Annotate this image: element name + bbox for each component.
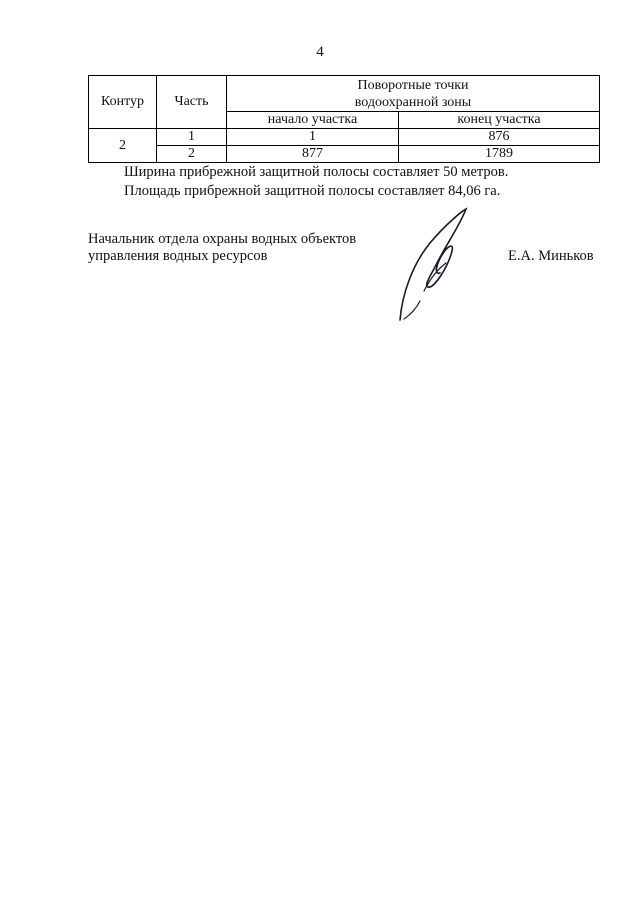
table-row [89,129,600,146]
page-number: 4 [316,44,324,60]
cell-start: 1 [227,129,399,146]
signatory-name: Е.А. Миньков [508,248,594,264]
signatory-position [88,231,356,265]
cell-part: 2 [157,146,227,163]
cell-end: 1789 [399,146,600,163]
header-start: начало участка [227,112,399,129]
strip-area-line: Площадь прибрежной защитной полосы составляет 84,06 га. [124,183,501,199]
cell-contour: 2 [89,129,157,163]
strip-info [124,163,508,201]
signatory-title-line2: управления водных ресурсов [88,248,268,264]
cell-start: 877 [227,146,399,163]
turning-points-table [88,75,600,163]
handwritten-signature [390,205,480,325]
cell-end: 876 [399,129,600,146]
signatory-title-line1: Начальник отдела охраны водных объектов [88,231,357,247]
header-end: конец участка [399,112,600,129]
table-row [89,146,600,163]
header-contour: Контур [89,76,157,129]
header-turning-points-line1: Поворотные точки [357,77,469,93]
header-turning-points [227,76,600,112]
cell-part: 1 [157,129,227,146]
header-turning-points-line2: водоохранной зоны [354,94,472,110]
strip-width-line: Ширина прибрежной защитной полосы составляет 50 метров. [124,164,509,180]
header-part: Часть [157,76,227,129]
